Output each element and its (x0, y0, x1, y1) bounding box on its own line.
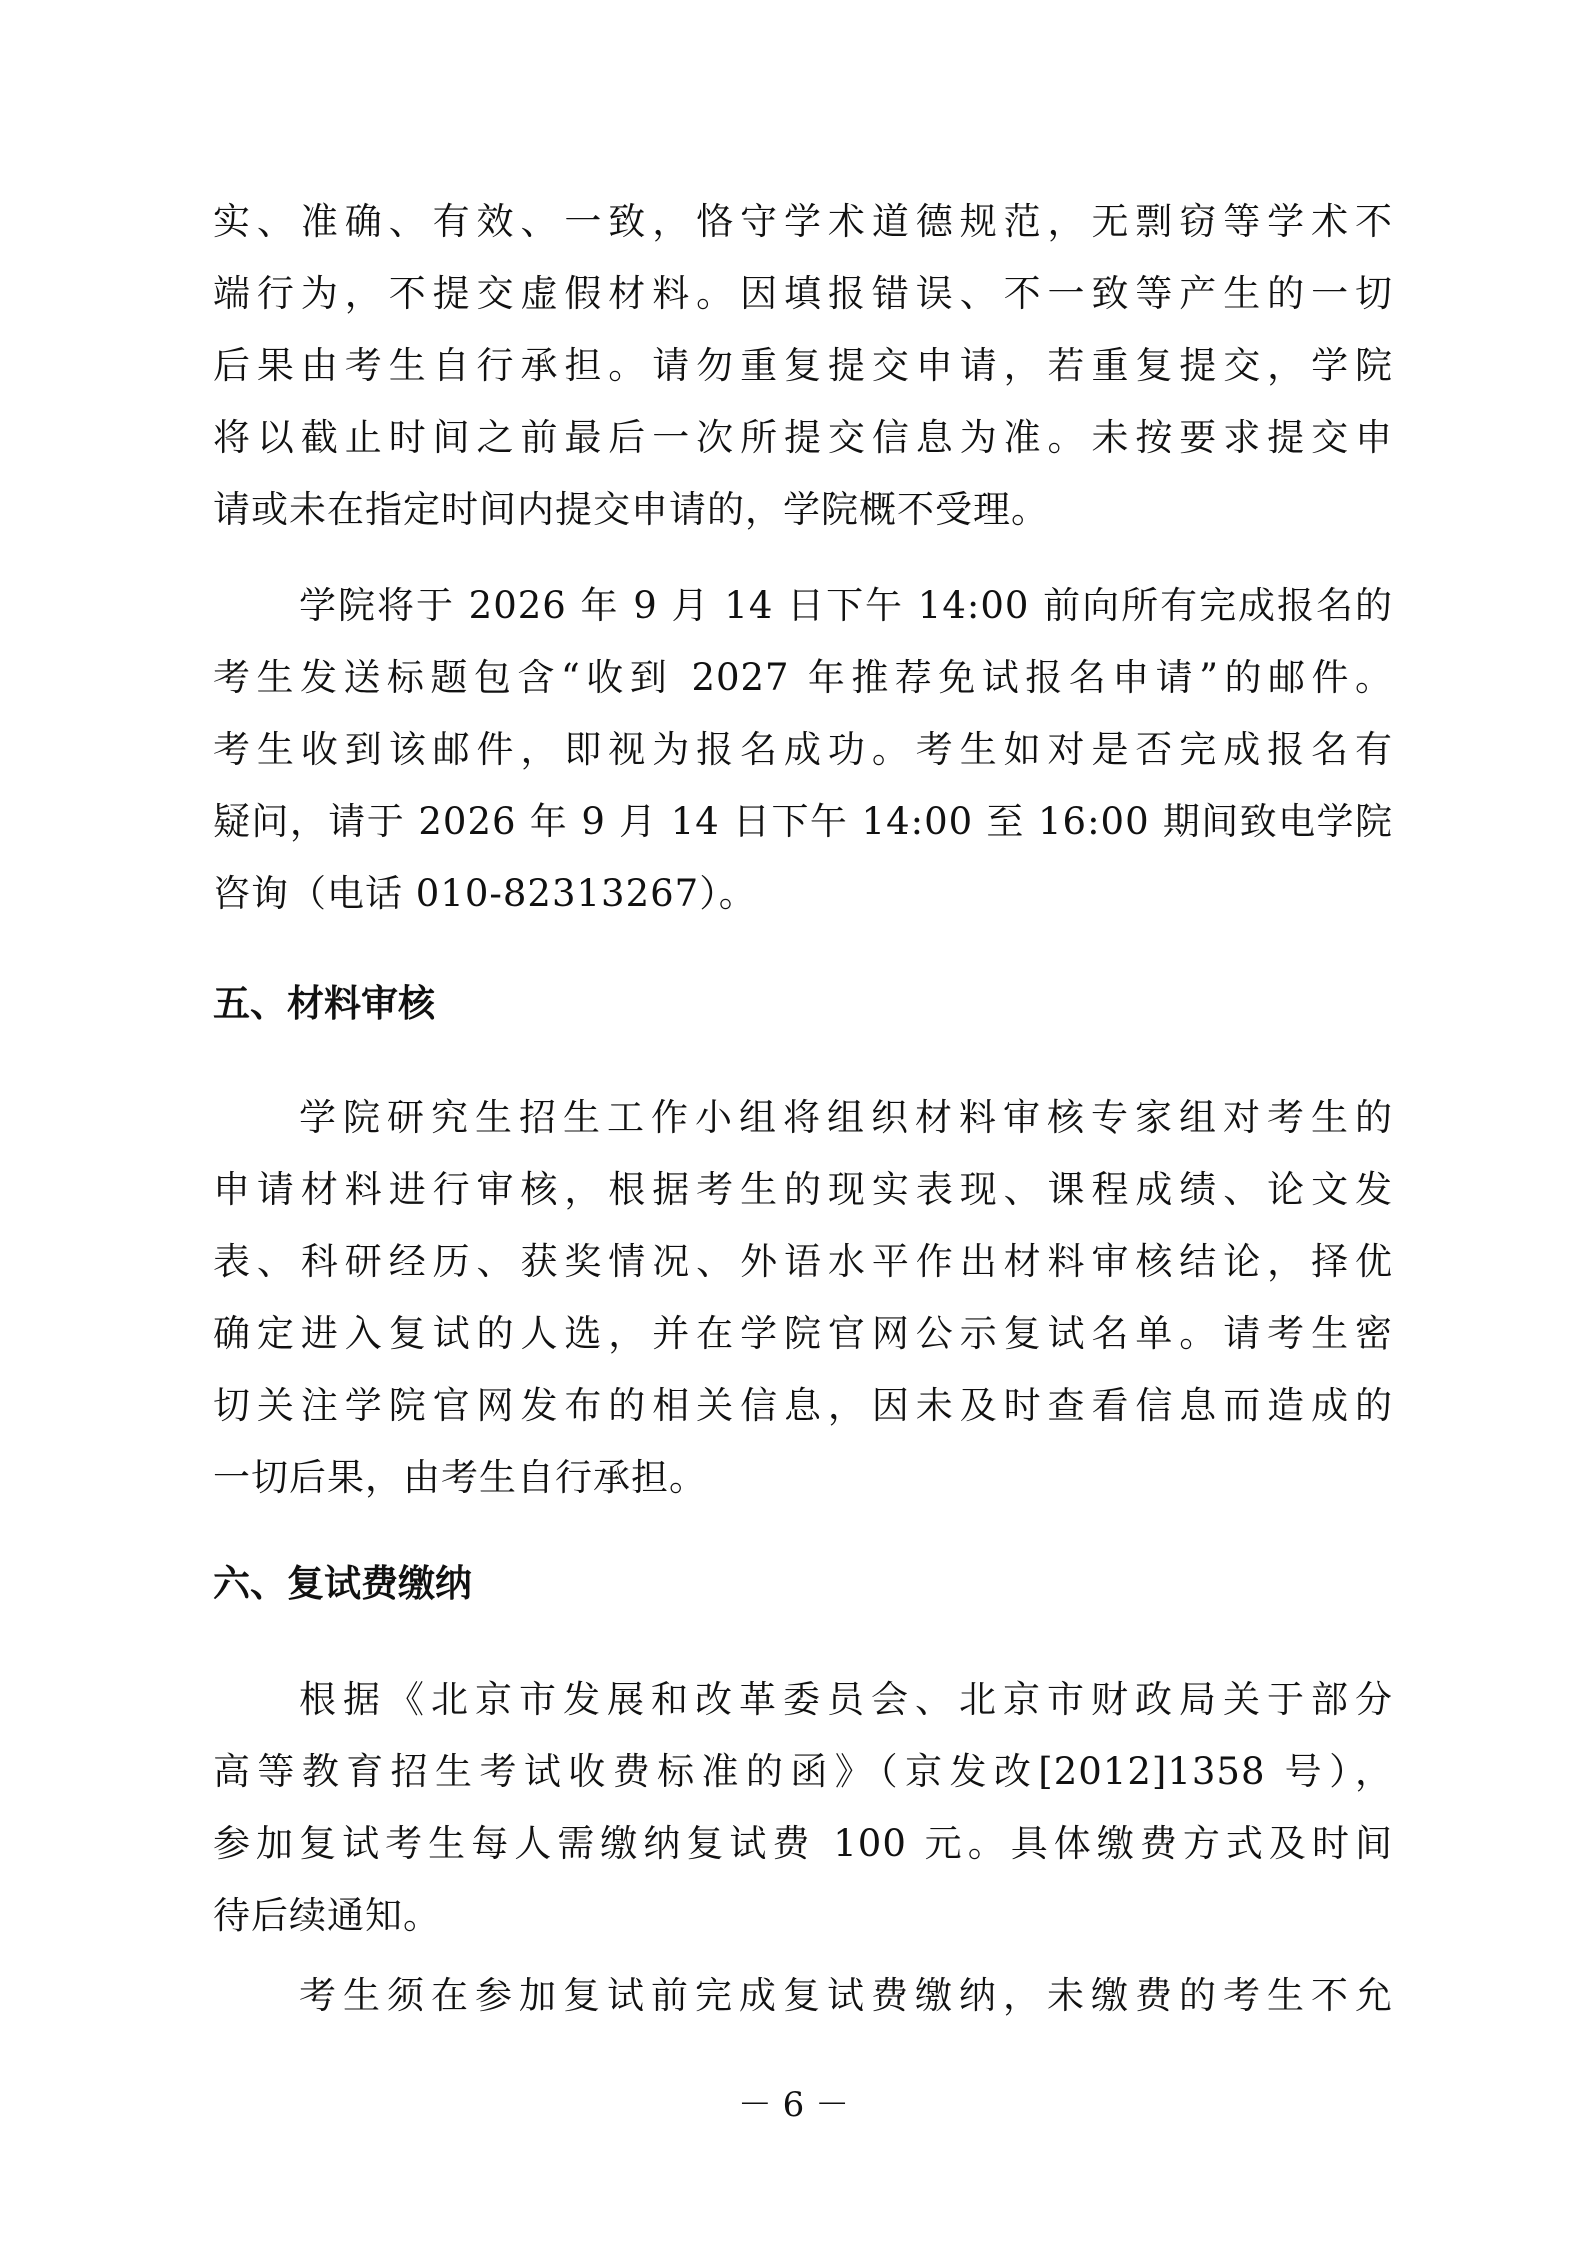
text-line: 切关注学院官网发布的相关信息，因未及时查看信息而造成的 (213, 1384, 1393, 1427)
section-heading-material-review: 五、材料审核 (213, 982, 435, 1025)
text-line: 确定进入复试的人选，并在学院官网公示复试名单。请考生密 (213, 1312, 1393, 1355)
text-line: 咨询（电话 010-82313267）。 (213, 872, 757, 915)
text-line: 实、准确、有效、一致，恪守学术道德规范，无剽窃等学术不 (213, 200, 1393, 243)
text-line: 考生须在参加复试前完成复试费缴纳，未缴费的考生不允 (299, 1974, 1393, 2017)
paragraph-material-review (213, 1082, 1393, 1514)
paragraph-retest-fee (213, 1664, 1393, 1952)
paragraph-registration-confirm (213, 570, 1393, 930)
text-line: 表、科研经历、获奖情况、外语水平作出材料审核结论，择优 (213, 1240, 1393, 1283)
paragraph-continued (213, 186, 1393, 546)
text-line: 参加复试考生每人需缴纳复试费 100 元。具体缴费方式及时间 (213, 1822, 1393, 1865)
text-line: 疑问，请于 2026 年 9 月 14 日下午 14:00 至 16:00 期间致电学院 (213, 800, 1393, 843)
text-line: 一切后果，由考生自行承担。 (213, 1456, 707, 1499)
text-line: 请或未在指定时间内提交申请的，学院概不受理。 (213, 488, 1049, 531)
page-number: － 6 － (737, 2085, 850, 2125)
text-line: 后果由考生自行承担。请勿重复提交申请，若重复提交，学院 (213, 344, 1393, 387)
text-line: 根据《北京市发展和改革委员会、北京市财政局关于部分 (299, 1678, 1393, 1721)
text-line: 高等教育招生考试收费标准的函》（京发改[2012]1358 号）， (213, 1750, 1393, 1793)
text-line: 考生发送标题包含“收到 2027 年推荐免试报名申请”的邮件。 (213, 656, 1393, 699)
text-line: 待后续通知。 (213, 1894, 441, 1937)
text-line: 申请材料进行审核，根据考生的现实表现、课程成绩、论文发 (213, 1168, 1393, 1211)
text-line: 将以截止时间之前最后一次所提交信息为准。未按要求提交申 (213, 416, 1393, 459)
text-line: 学院将于 2026 年 9 月 14 日下午 14:00 前向所有完成报名的 (299, 584, 1393, 627)
section-heading-retest-fee: 六、复试费缴纳 (213, 1562, 472, 1605)
text-line: 考生收到该邮件，即视为报名成功。考生如对是否完成报名有 (213, 728, 1393, 771)
paragraph-retest-fee-deadline (213, 1960, 1393, 2032)
text-line: 端行为，不提交虚假材料。因填报错误、不一致等产生的一切 (213, 272, 1393, 315)
text-line: 学院研究生招生工作小组将组织材料审核专家组对考生的 (299, 1096, 1393, 1139)
